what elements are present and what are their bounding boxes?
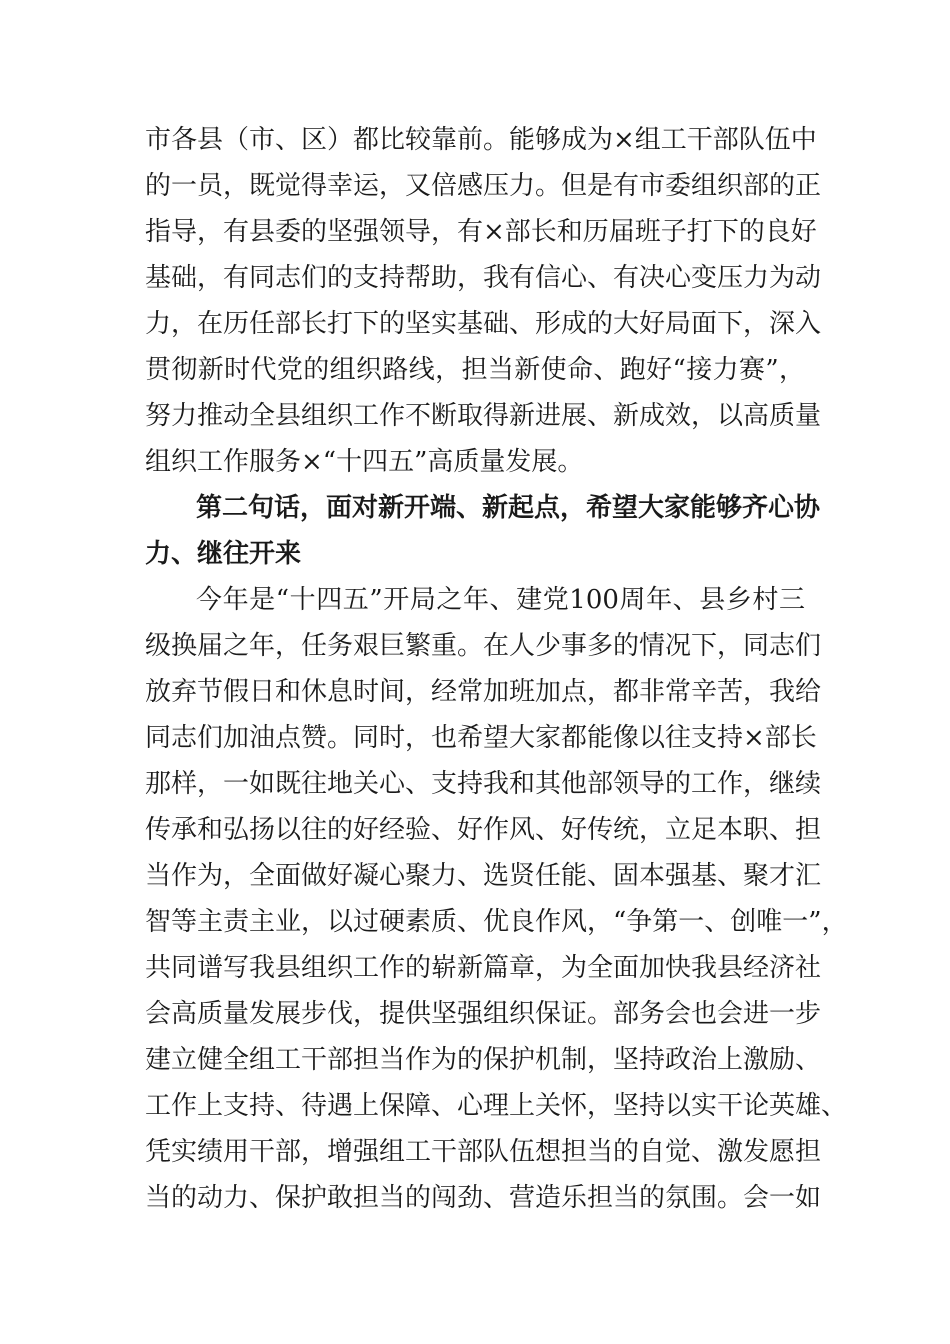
section-heading: 第二句话，面对新开端、新起点，希望大家能够齐心协 [196, 493, 821, 523]
paragraph-line: 贯彻新时代党的组织路线，担当新使命、跑好“接力赛”， [145, 355, 805, 385]
paragraph-line: 放弃节假日和休息时间，经常加班加点，都非常辛苦，我给 [145, 677, 822, 707]
paragraph-line: 基础，有同志们的支持帮助，我有信心、有决心变压力为动 [145, 263, 822, 293]
paragraph-line: 同志们加油点赞。同时，也希望大家都能像以往支持×部长 [145, 723, 817, 753]
paragraph-line: 当作为，全面做好凝心聚力、选贤任能、固本强基、聚才汇 [145, 861, 822, 891]
paragraph-line: 共同谱写我县组织工作的崭新篇章，为全面加快我县经济社 [145, 953, 822, 983]
paragraph-line: 指导，有县委的坚强领导，有×部长和历届班子打下的良好 [145, 217, 817, 247]
paragraph-line: 组织工作服务×“十四五”高质量发展。 [145, 447, 584, 477]
paragraph-line: 当的动力、保护敢担当的闯劲、营造乐担当的氛围。会一如 [145, 1183, 822, 1213]
paragraph-line: 的一员，既觉得幸运，又倍感压力。但是有市委组织部的正 [145, 171, 822, 201]
paragraph-line: 力，在历任部长打下的坚实基础、形成的大好局面下，深入 [145, 309, 822, 339]
paragraph-line: 工作上支持、待遇上保障、心理上关怀，坚持以实干论英雄、 [145, 1091, 848, 1121]
paragraph-line: 市各县（市、区）都比较靠前。能够成为×组工干部队伍中 [145, 125, 817, 155]
paragraph-line: 智等主责主业，以过硬素质、优良作风，“争第一、创唯一”， [145, 907, 848, 937]
paragraph-line: 建立健全组工干部担当作为的保护机制，坚持政治上激励、 [145, 1045, 822, 1075]
paragraph-line: 凭实绩用干部，增强组工干部队伍想担当的自觉、激发愿担 [145, 1137, 822, 1167]
paragraph-line: 努力推动全县组织工作不断取得新进展、新成效，以高质量 [145, 401, 822, 431]
paragraph-line: 那样，一如既往地关心、支持我和其他部领导的工作，继续 [145, 769, 822, 799]
paragraph-line: 今年是“十四五”开局之年、建党100周年、县乡村三 [196, 585, 805, 615]
paragraph-line: 级换届之年，任务艰巨繁重。在人少事多的情况下，同志们 [145, 631, 822, 661]
paragraph-line: 传承和弘扬以往的好经验、好作风、好传统，立足本职、担 [145, 815, 822, 845]
section-heading: 力、继往开来 [145, 539, 302, 569]
paragraph-line: 会高质量发展步伐，提供坚强组织保证。部务会也会进一步 [145, 999, 822, 1029]
